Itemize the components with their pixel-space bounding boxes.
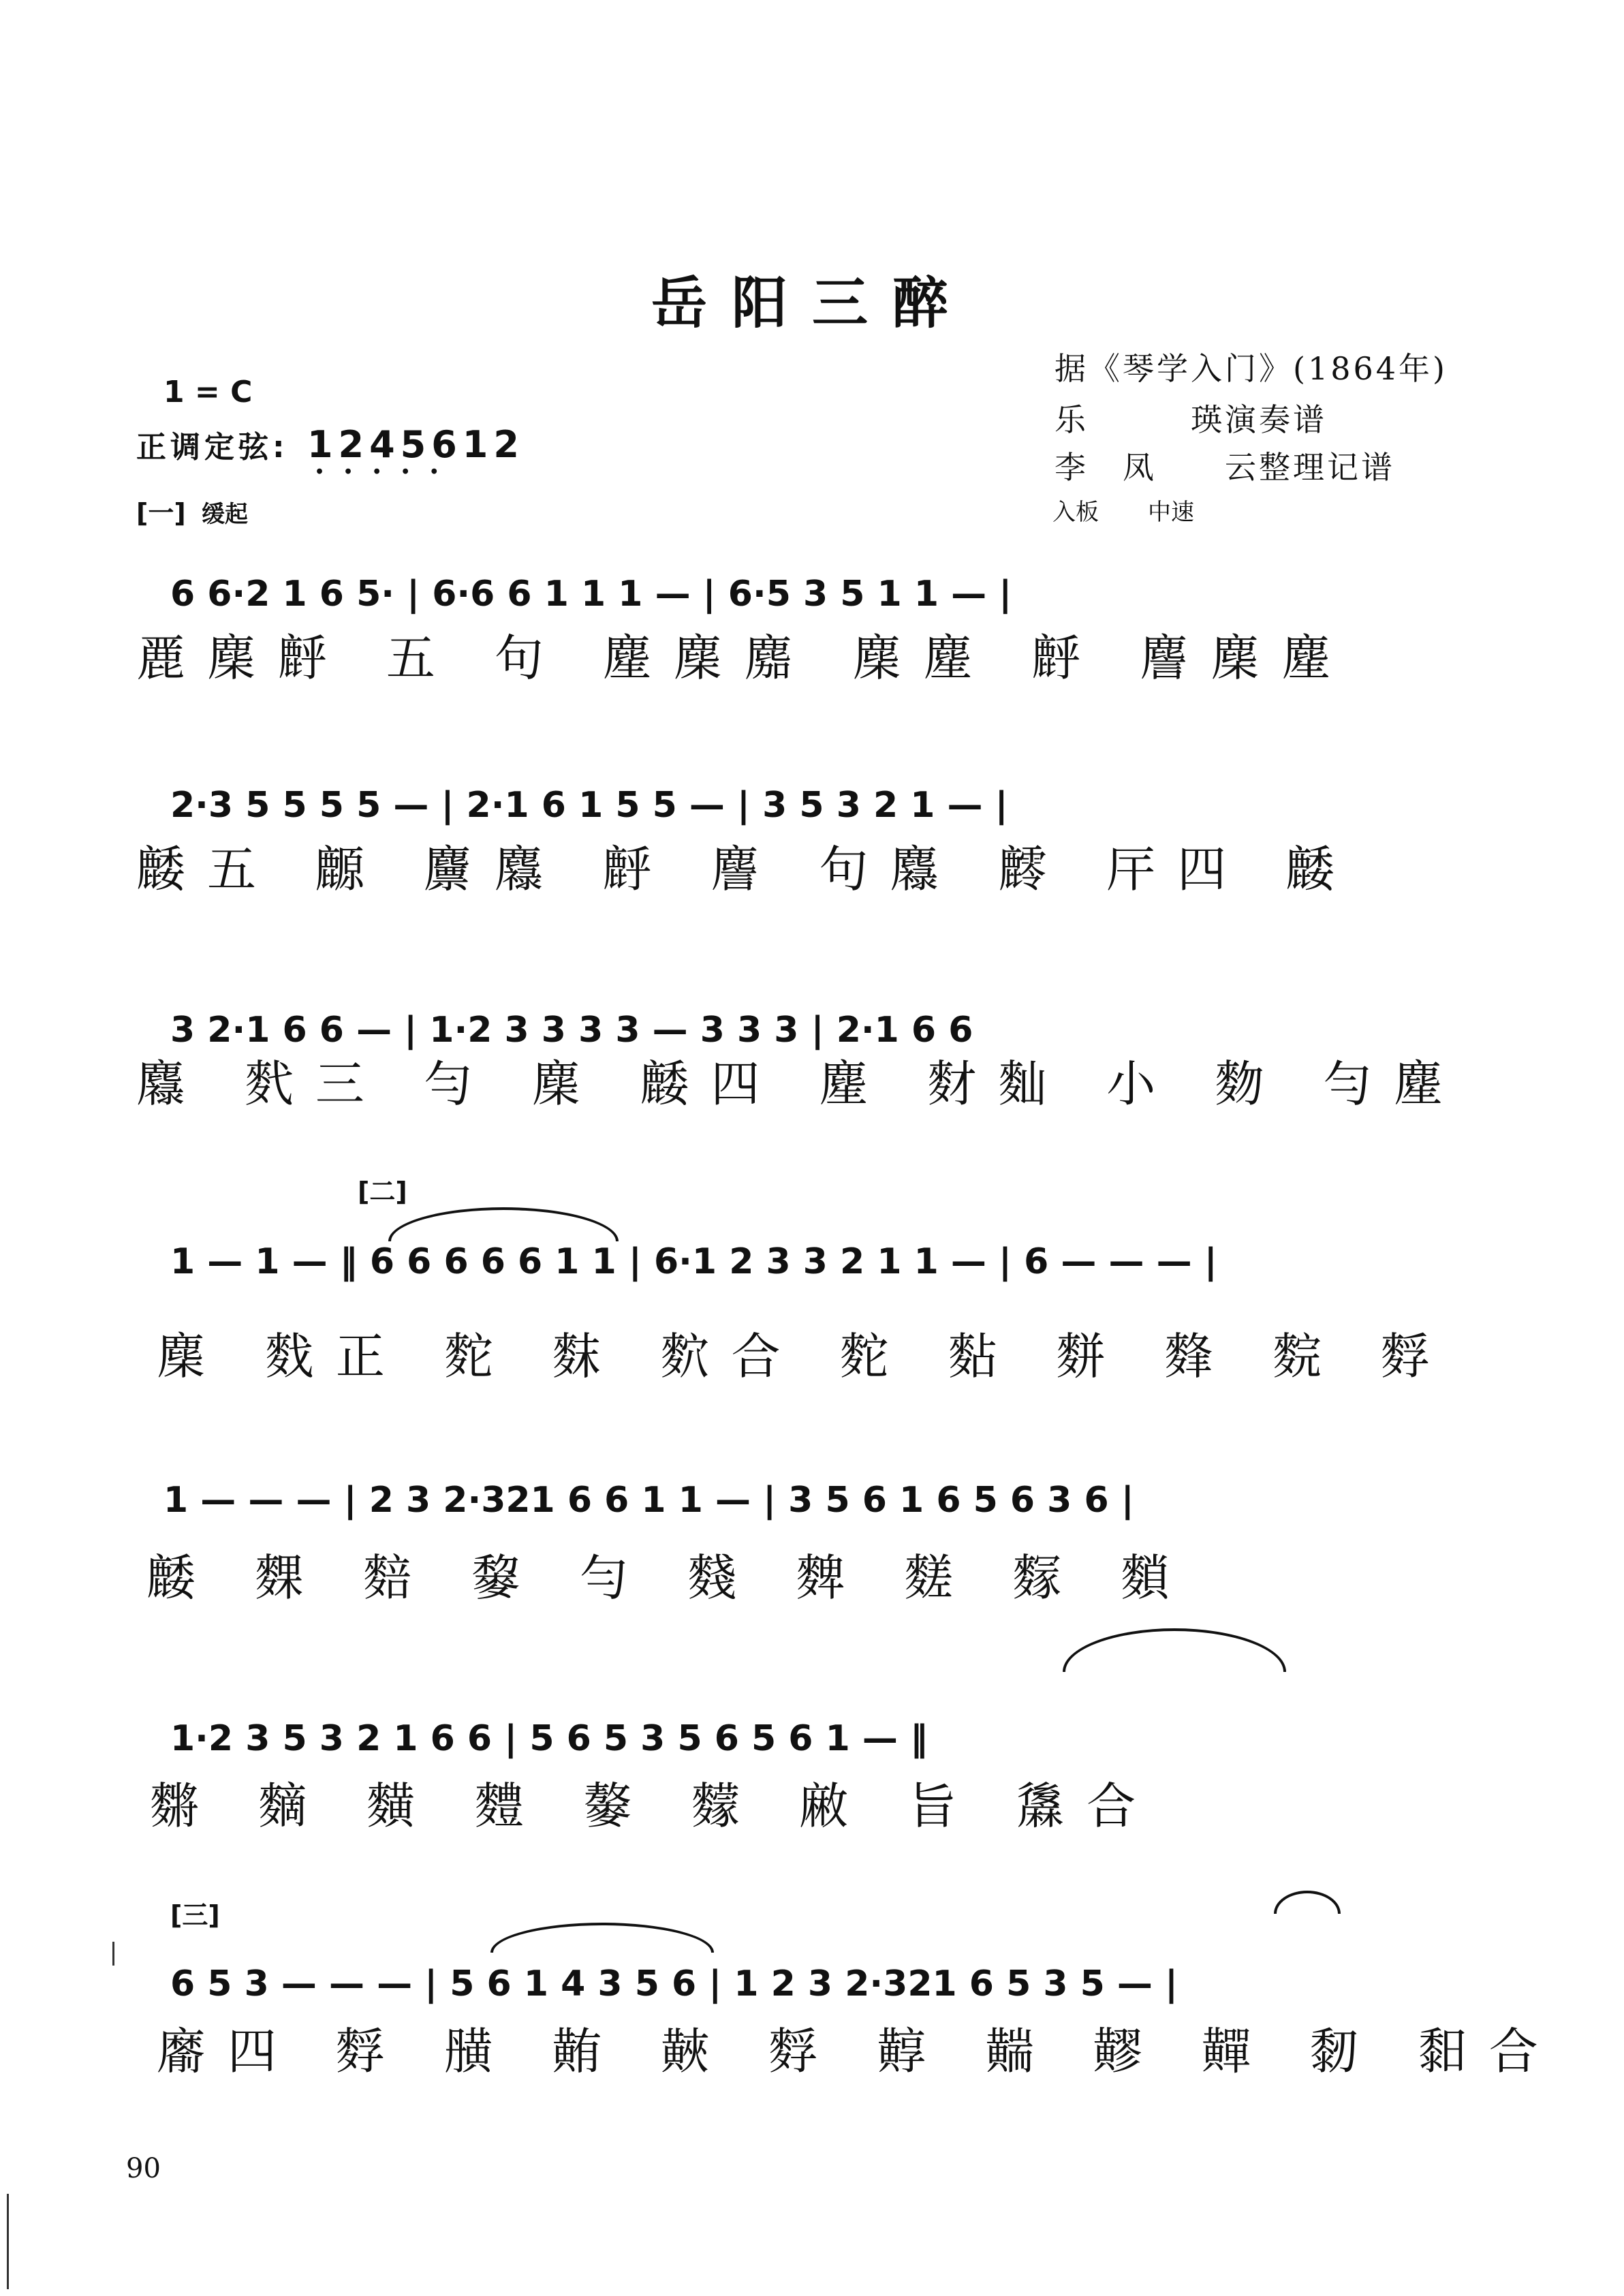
tablature-row-4: 䴢 䴰正 䴱 䴲 䴳合 䴱 䴴 䴵 䴶 䴷 䴸 [157, 1328, 1452, 1385]
notation-row-4 [157, 1199, 1444, 1294]
page-title: 岳阳三醉 [651, 271, 973, 336]
jianpu-line: 6 6·2 1 6 5· | 6·6 6 1 1 1 — | 6·5 3 5 1 1 — | [170, 574, 1012, 615]
page-edge-mark [7, 2194, 9, 2289]
source-line-2: 乐 瑛演奏谱 [1055, 401, 1327, 438]
notation-row-3 [157, 967, 1444, 1063]
notation-row-1 [157, 531, 1444, 627]
tablature-row-1: 䴡䴢䴣 五 句 䴤䴢䴥 䴢䴤 䴣 䴦䴢䴤 [136, 630, 1353, 687]
tuning-line [136, 422, 525, 466]
slur [1063, 1628, 1286, 1672]
tablature-row-3: 䴪 䴬三 勻 䴢 䴧四 䴤 䴭䴮 小 䴯 勻䴤 [136, 1055, 1465, 1113]
slur [1274, 1891, 1341, 1914]
jianpu-line: 1 — 1 — ‖ 6 6 6 6 6 1 1 | 6·1 2 3 3 2 1 1 — | 6 — — — | [170, 1241, 1217, 1282]
section-two-label: [二] [358, 1177, 407, 1207]
source-line-1: 据《琴学入门》(1864年) [1055, 350, 1448, 387]
notation-row-2 [157, 743, 1444, 838]
tuning-label: 正调定弦: [136, 430, 289, 465]
section-one-marker [136, 492, 248, 529]
section-one-tempo: 缓起 [201, 501, 248, 528]
notation-row-5 [157, 1438, 1444, 1533]
tempo-ru-ban: 入板 [1052, 499, 1099, 526]
tablature-row-5: 䴧 䴹 䴺 䴻 勻 䴼 䴽 䴾 䴿 䵀 [146, 1549, 1191, 1607]
source-line-3: 李 凤 云整理记谱 [1055, 449, 1395, 486]
jianpu-line: 3 2·1 6 6 — | 1·2 3 3 3 3 — 3 3 3 | 2·1 6 6 [170, 1010, 973, 1051]
page-number: 90 [126, 2153, 161, 2184]
tablature-row-7: 䵉四 䴸 䵊 䵋 䵌 䴸 䵍 䵎 䵏 䵐 䵑 䵒合 [157, 2023, 1560, 2080]
notation-row-6 [157, 1676, 1444, 1771]
tuning-notes: 1245612 [307, 423, 525, 466]
section-three-label: [三] [170, 1900, 220, 1930]
notation-row-7 [157, 1921, 1444, 2017]
page-edge-mark [112, 1942, 114, 1966]
tablature-row-6: 䵁 䵂 䵃 䵄 䵅 䵆 䵇 旨 䵈合 [150, 1778, 1158, 1835]
tempo-zhong-su: 中速 [1148, 499, 1194, 526]
tuning-low-dots: ••••• [315, 463, 458, 481]
key-signature: 1 = C [163, 375, 253, 409]
jianpu-line: 2·3 5 5 5 5 — | 2·1 6 1 5 5 — | 3 5 3 2 1 — | [170, 785, 1008, 826]
jianpu-line: 1·2 3 5 3 2 1 6 6 | 5 6 5 3 5 6 5 6 1 — ‖ [170, 1718, 928, 1759]
jianpu-line: 6 5 3 — — — | 5 6 1 4 3 5 6 | 1 2 3 2·321 6 5 3 5 — | [170, 1964, 1178, 2004]
tablature-row-2: 䴧五 䴨 䴩䴪 䴣 䴦 句䴪 䴫 厈四 䴧 [136, 841, 1357, 898]
jianpu-line: 1 — — — | 2 3 2·321 6 6 1 1 — | 3 5 6 1 6 5 6 3 6 | [163, 1480, 1134, 1521]
section-one-label: [一] [136, 498, 186, 528]
